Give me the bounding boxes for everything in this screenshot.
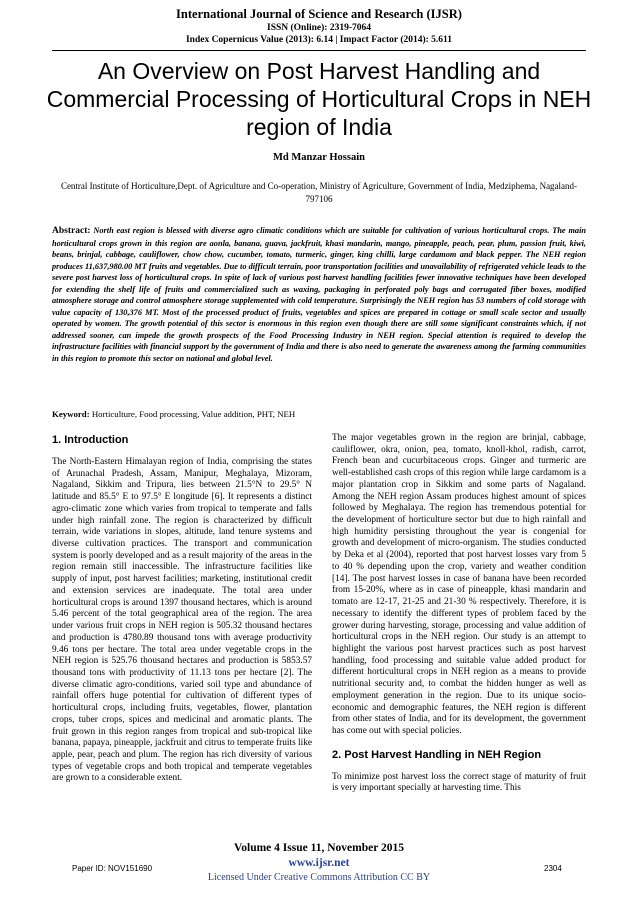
paper-author: Md Manzar Hossain [273, 152, 365, 163]
journal-name: International Journal of Science and Research (IJSR) [176, 7, 462, 21]
footer-license-link[interactable]: Licensed Under Creative Commons Attribution CC BY [207, 872, 431, 883]
introduction-heading: 1. Introduction [52, 434, 129, 446]
footer-url-link[interactable]: www.ijsr.net [288, 857, 350, 869]
journal-index: Index Copernicus Value (2013): 6.14 | Impact Factor (2014): 5.611 [185, 35, 453, 45]
author-affiliation: Central Institute of Horticulture,Dept. of Agriculture and Co-operation, Ministry of Agriculture, Government of India, Medziphema, Nagaland-797106 [60, 181, 578, 204]
paper-id: Paper ID: NOV151690 [72, 864, 153, 873]
keywords [52, 409, 586, 419]
keywords-text: Horticulture, Food processing, Value addition, PHT, NEH [91, 409, 296, 419]
section2-paragraph: To minimize post harvest loss the correct stage of maturity of fruit is very important specially at harvesting time. This [332, 771, 586, 794]
journal-issn: ISSN (Online): 2319-7064 [267, 23, 371, 33]
introduction-paragraph: The North-Eastern Himalayan region of India, comprising the states of Arunachal Pradesh, Assam, Manipur, Meghalaya, Mizoram, Nagaland, Sikkim and Tripura, lies between 21.5°N to 29.5° N latitude and 85.5° E to 97.5° E longitude [6]. It represents a distinct agro-climatic zone which varies from tropical to temperate and falls under high rainfall zone. The region is characterized by difficult terrain, wide variations in slopes, altitude, land tenure systems and diverse cultivation practices. The transport and communication system is poorly developed and as a result majority of the areas in the region remain still inaccessible. The infrastructure facilities like supply of input, post harvest facilities; marketing, institutional credit and extension services are inadequate. The total area under horticultural crops is around 1397 thousand hectares, which is around 5.46 percent of the total geographical area of the region. The area under various fruit crops in NEH region is 505.32 thousand hectares and production is 4780.89 thousand tons with average productivity 9.46 tons per hectare. The total area under vegetable crops in the NEH region is 525.76 thousand hectares and production is 5853.57 thousand tons with productivity of 11.13 tons per hectare [2]. The diverse climatic agro-conditions, varied soil type and abundance of rainfall offers huge potential for cultivation of different types of horticultural crops, including fruits, vegetables, flower, plantation crops, tuber crops, spices and medicinal and aromatic plants. The fruit grown in this region ranges from tropical and sub-tropical like banana, papaya, pineapple, jackfruit and citrus to temperate fruits like apple, pear, peach and plum. The region has rich diversity of various types of vegetable crops and both tropical and temperate vegetables are grown to a considerable extent. [52, 457, 312, 784]
section2-heading: 2. Post Harvest Handling in NEH Region [332, 748, 542, 761]
footer-volume: Volume 4 Issue 11, November 2015 [234, 842, 404, 854]
page-number: 2304 [544, 864, 562, 873]
paper-title: An Overview on Post Harvest Handling and Commercial Processing of Horticultural Crops in NEH region of India [46, 58, 592, 140]
vegetables-paragraph: The major vegetables grown in the region are brinjal, cabbage, cauliflower, okra, onion, pea, tomato, knoll-khol, radish, carrot, French bean and cucurbitaceous crops. Ginger and turmeric are well-established cash crops of this region while large cardamom is a major plantation crop in Sikkim and some parts of Nagaland. Among the NEH region Assam produces highest amount of spices followed by Meghalaya. The region has tremendous potential for the development of horticulture sector but due to high rainfall and high humidity persisting throughout the year is congenial for growth and development of micro-organism. The studies conducted by Deka et al (2004), reported that post harvest losses vary from 5 to 40 % depending upon the crop, variety and weather condition [14]. The post harvest losses in case of banana have been recorded from 15-20%, where as in case of pineapple, khasi mandarin and tomato are 12-17, 21-25 and 21-30 % respectively. Therefore, it is necessary to identify the different types of problem faced by the grower during harvesting, storage, processing and value addition of horticultural crops in the NEH region. Our study is an attempt to highlight the various post harvest practices such as post harvest handling, food processing and suitable value added product for different horticultural crops in NEH region as a means to provide nutritional security and, to combat the hidden hunger as well as employment generation in the region. Due to its unique socio-economic and demographic features, the NEH region is different from other states of India, and for its development, the government has come out with special policies. [332, 433, 586, 736]
abstract [52, 225, 586, 365]
keywords-label: Keyword: [52, 409, 90, 419]
right-column [332, 433, 586, 795]
abstract-label: Abstract: [52, 226, 91, 236]
journal-header [60, 7, 578, 46]
header-divider [52, 50, 586, 51]
left-column [52, 433, 312, 785]
abstract-text: North east region is blessed with diverse agro climatic conditions which are suitable for cultivation of various horticultural crops. The main horticultural crops grown in this region are aonla, banana, guava, jackfruit, khasi mandarin, mango, pineapple, peach, pear, plum, passion fruit, kiwi, beans, brinjal, cabbage, cauliflower, chow chow, cucumber, tomato, turmeric, ginger, king chilli, large cardamom and black pepper. The NEH region produces 11,637,980.00 MT fruits and vegetables. Due to difficult terrain, poor transportation facilities and unavailability of refrigerated vehicle leads to the severe post harvest loss of horticultural crops. In spite of lack of various post harvest handling facilities fewer innovative techniques have been developed for extending the shelf life of fruits and commercialized such as waxing, packaging in perforated poly bags and corrugated fiber boxes, modified atmosphere storage and control atmosphere storage supplemented with cold temperature. Surprisingly the NEH region has 53 numbers of cold storage with value capacity of 130,376 MT. Most of the processed product of fruits, vegetables and spices are prepared in cottage or small scale sector and usually operated by women. The growth potential of this sector is enormous in this region even though there are still some significant constraints which, if not addressed sooner, can impede the growth prospects of the Food Processing Industry in NEH region. Special attention is required to develop the infrastructure facilities with financial support by the government of India and there is also need to generate the awareness among the farming communities in this region to promote this sector on national and global level. [52, 226, 587, 364]
